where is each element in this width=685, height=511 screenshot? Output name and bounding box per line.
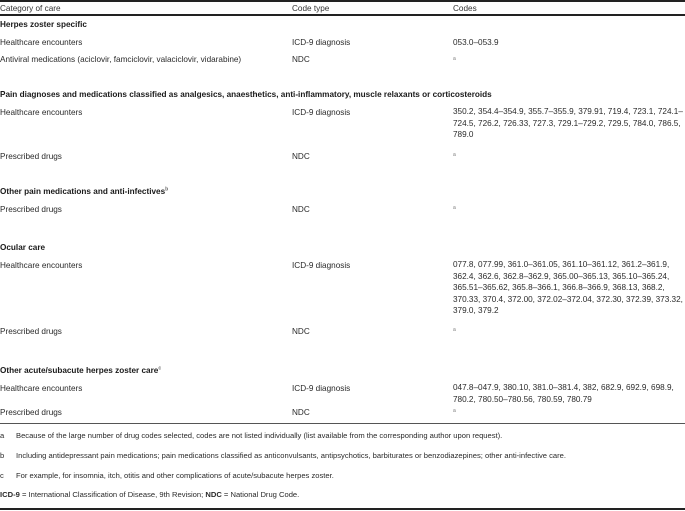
section-title-text: Other acute/subacute herpes zoster care — [0, 366, 159, 375]
section-title-text: Other pain medications and anti-infectives — [0, 187, 166, 196]
row-code-type: ICD-9 diagnosis — [292, 38, 351, 47]
row-codes: 077.8, 077.99, 361.0–361.05, 361.10–361.12, 361.2–361.9, 362.4, 362.6, 362.8–362.9, 365.00–365.13, 365.10–365.24, 365.51–365.62, 365.8–366.1, 366.8–366.9, 368.13, 368.2, 370.33, 370.4, 372.00, 372.02–372.04, 372.30, 372.39, 373.32, 379.0, 379.2 — [453, 260, 683, 315]
row-category: Prescribed drugs — [0, 152, 62, 161]
row-codes: 053.0–053.9 — [453, 38, 499, 47]
table-top-rule — [0, 0, 685, 2]
row-code-type: ICD-9 diagnosis — [292, 261, 351, 270]
row-code-type: NDC — [292, 408, 310, 417]
row-codes-footnote-mark: a — [453, 205, 456, 211]
footnote-mark: b — [165, 186, 169, 193]
abbr-icd: ICD-9 — [0, 490, 20, 499]
body-end-rule — [0, 423, 685, 424]
footnote-text: Because of the large number of drug codes selected, codes are not listed individually (list available from the corresponding author upon request). — [16, 431, 503, 440]
row-code-type: ICD-9 diagnosis — [292, 384, 351, 393]
row-category: Healthcare encounters — [0, 108, 83, 117]
row-category: Prescribed drugs — [0, 327, 62, 336]
header-code-type: Code type — [292, 4, 330, 13]
abbr-ndc-text: = National Drug Code. — [221, 490, 300, 499]
row-codes-footnote-mark: a — [453, 56, 456, 62]
row-code-type: ICD-9 diagnosis — [292, 108, 351, 117]
abbreviations-note — [0, 490, 299, 500]
section-title — [0, 186, 168, 197]
row-codes-footnote-mark: a — [453, 152, 456, 158]
row-codes: 047.8–047.9, 380.10, 381.0–381.4, 382, 682.9, 692.9, 698.9, 780.2, 780.50–780.56, 780.59, 780.79 — [453, 383, 674, 404]
row-codes-footnote-mark: a — [453, 408, 456, 414]
row-code-type: NDC — [292, 205, 310, 214]
footnote-c — [0, 471, 334, 481]
row-category: Healthcare encounters — [0, 38, 83, 47]
row-code-type: NDC — [292, 327, 310, 336]
footnote-a — [0, 431, 502, 441]
footnote-label: b — [0, 451, 5, 460]
row-category: Healthcare encounters — [0, 261, 83, 270]
footnote-label: c — [0, 471, 4, 480]
section-title: Ocular care — [0, 243, 46, 252]
row-code-type: NDC — [292, 55, 310, 64]
row-codes: 350.2, 354.4–354.9, 355.7–355.9, 379.91, 719.4, 723.1, 724.1–724.5, 726.2, 726.33, 727.3, 729.1–729.2, 729.5, 784.0, 786.5, 789.0 — [453, 107, 683, 139]
header-codes: Codes — [453, 4, 477, 13]
footnote-text: For example, for insomnia, itch, otitis and other complications of acute/subacute herpes zoster. — [16, 471, 334, 480]
row-category: Healthcare encounters — [0, 384, 83, 393]
abbr-ndc: NDC — [205, 490, 222, 499]
row-category: Prescribed drugs — [0, 205, 62, 214]
row-category: Antiviral medications (aciclovir, famciclovir, valaciclovir, vidarabine) — [0, 55, 242, 64]
header-category: Category of care — [0, 4, 61, 13]
footnote-mark: c — [158, 365, 162, 372]
row-code-type: NDC — [292, 152, 310, 161]
section-title: Herpes zoster specific — [0, 20, 87, 29]
abbr-icd-text: = International Classification of Disease, 9th Revision; — [19, 490, 206, 499]
section-title — [0, 365, 161, 376]
footnote-b — [0, 451, 566, 461]
table-bottom-rule — [0, 508, 685, 510]
footnote-label: a — [0, 431, 5, 440]
row-codes-footnote-mark: a — [453, 327, 456, 333]
section-title: Pain diagnoses and medications classified as analgesics, anaesthetics, anti-inflammatory, muscle relaxants or corticosteroids — [0, 90, 492, 99]
footnote-text: Including antidepressant pain medications; pain medications classified as anticonvulsants, antipsychotics, barbiturates or benzodiazepines; other anti-infective care. — [16, 451, 567, 460]
header-rule — [0, 14, 685, 16]
row-category: Prescribed drugs — [0, 408, 62, 417]
